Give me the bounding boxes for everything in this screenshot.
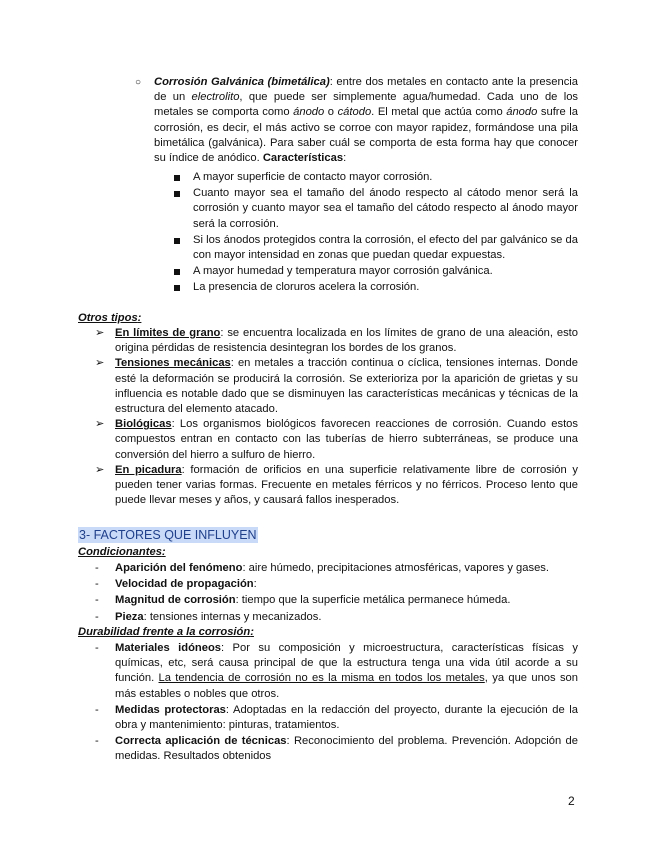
dash-bullet: - (95, 610, 99, 623)
electrolito-term: electrolito (191, 91, 240, 104)
description: : Reconocimiento del problema. Prevención. Adopción de medidas. Resultados obtenidos (115, 735, 578, 763)
anodo-term-2: ánodo (506, 106, 538, 119)
term: Pieza (115, 610, 144, 623)
durabilidad-heading (78, 625, 254, 640)
otros-tipos-heading (78, 311, 141, 326)
galvanic-paragraph (154, 75, 578, 166)
durabilidad-label: Durabilidad frente a la corrosión (78, 626, 251, 638)
description: : tiempo que la superficie metálica permanece húmeda. (235, 594, 511, 607)
galvanic-text-4: sufre la corrosión, es decir, el más activo se corroe con mayor rapidez, formándose una pila bimetálica (galvánica). Para saber cuál se comporta de esta forma hay que conocer su índice de anódico. (154, 106, 579, 165)
underlined-text: La tendencia de corrosión no es la misma en todos los metales (158, 672, 485, 685)
anodo-term: ánodo (293, 106, 325, 119)
dash-bullet: - (95, 562, 99, 574)
list-item (95, 610, 578, 625)
list-item: A mayor humedad y temperatura mayor corrosión galvánica. (193, 264, 578, 279)
description: : Por su composición y microestructura, características físicas y químicas, etc, será causa principal de que la estructura tenga una vida útil acorde a su función. (115, 642, 578, 685)
durabilidad-list (95, 641, 579, 766)
term: En picadura (115, 463, 182, 476)
list-item: La presencia de cloruros acelera la corrosión. (193, 280, 578, 295)
otros-tipos-list (95, 326, 578, 508)
description: : en metales a tracción continua o cíclica, tensiones internas. Donde esté la deformación se producirá la corrosión. Se exterioriza por la aparición de grietas y su influencia es notable dado que se disminuyen las características mecánicas y técnicas de la estructura del elemento atacado. (115, 357, 578, 416)
dash-bullet: - (95, 735, 99, 748)
description: : Adoptadas en la redacción del proyecto, durante la ejecución de la obra y mantenimiento: pinturas, tratamientos. (115, 703, 579, 732)
condicionantes-colon: : (161, 546, 166, 558)
term: Correcta aplicación de técnicas (115, 735, 287, 748)
arrow-bullet-icon: ➢ (95, 418, 105, 431)
description: : aire húmedo, precipitaciones atmosféricas, vapores y gases. (242, 562, 550, 574)
list-item (95, 417, 578, 463)
section-heading: 3- FACTORES QUE INFLUYEN (79, 528, 257, 542)
term: Biológicas (115, 418, 172, 431)
list-item (95, 561, 578, 576)
galvanic-title: Corrosión Galvánica (bimetálica) (154, 76, 330, 88)
arrow-bullet-icon: ➢ (95, 327, 105, 339)
durabilidad-colon: : (250, 626, 254, 638)
dash-bullet: - (95, 594, 99, 607)
arrow-bullet-icon: ➢ (95, 463, 105, 476)
list-item (95, 703, 579, 733)
description-tail: , ya que unos son más estables o nobles que otros. (115, 672, 578, 700)
dash-bullet: - (95, 703, 99, 716)
condicionantes-label: Condicionantes (78, 546, 162, 558)
galvanic-characteristics-list (193, 170, 578, 297)
list-item (95, 641, 578, 702)
description: : (253, 578, 257, 591)
list-item (95, 577, 578, 592)
catodo-term: cátodo (337, 106, 372, 119)
galvanic-text-3: . El metal que actúa como (371, 106, 507, 119)
list-item: Cuanto mayor sea el tamaño del ánodo respecto al cátodo menor será la corrosión y cuanto mayor sea el tamaño del cátodo respecto al ánodo mayor será la corrosión. (193, 186, 578, 232)
description: : formación de orificios en una superficie relativamente libre de corrosión y pueden tener varias formas. Frecuente en metales férricos y no férricos. Proceso lento que puede llevar meses y años, y causará fallos inesperados. (115, 463, 578, 507)
hollow-bullet-icon: ○ (135, 77, 142, 88)
term: Materiales idóneos (115, 642, 222, 654)
description: : tensiones internas y mecanizados. (143, 610, 322, 623)
condicionantes-heading (78, 545, 166, 560)
list-item (95, 356, 578, 417)
term: Medidas protectoras (115, 703, 226, 716)
otros-tipos-label: Otros tipos (78, 312, 138, 324)
condicionantes-list (95, 561, 578, 626)
term: Tensiones mecánicas (115, 357, 231, 370)
galvanic-or: o (324, 106, 338, 119)
list-item (95, 734, 578, 764)
caracteristicas-colon: : (343, 152, 347, 165)
term: Aparición del fenómeno (115, 562, 243, 574)
galvanic-text-1: : entre dos metales en contacto ante la presencia de un (154, 76, 578, 104)
arrow-bullet-icon: ➢ (95, 357, 105, 370)
term: En límites de grano (115, 327, 221, 339)
galvanic-text-2: , que puede ser simplemente agua/humedad. Cada uno de los metales se comporta como (154, 91, 579, 119)
list-item (95, 463, 578, 509)
list-item: A mayor superficie de contacto mayor corrosión. (193, 170, 578, 185)
otros-tipos-colon: : (137, 312, 142, 324)
description: : se encuentra localizada en los límites de grano de una aleación, esto origina pérdidas de resistencia desintegran los bordes de los granos. (115, 327, 578, 355)
term: Magnitud de corrosión (115, 594, 236, 607)
dash-bullet: - (95, 578, 99, 591)
description: : Los organismos biológicos favorecen reacciones de corrosión. Cuando estos compuestos entran en contacto con las tuberías de hierro subterráneas, se produce una conversión del hierro a sulfuro de hierro. (115, 418, 578, 461)
list-item (95, 593, 578, 608)
list-item: Si los ánodos protegidos contra la corrosión, el efecto del par galvánico se da con mayor intensidad en zonas que puedan quedar expuestas. (193, 233, 578, 263)
list-item (95, 326, 578, 356)
dash-bullet: - (95, 642, 99, 654)
term: Velocidad de propagación (115, 578, 254, 591)
caracteristicas-label: Características (262, 152, 344, 165)
page-number: 2 (568, 794, 575, 808)
